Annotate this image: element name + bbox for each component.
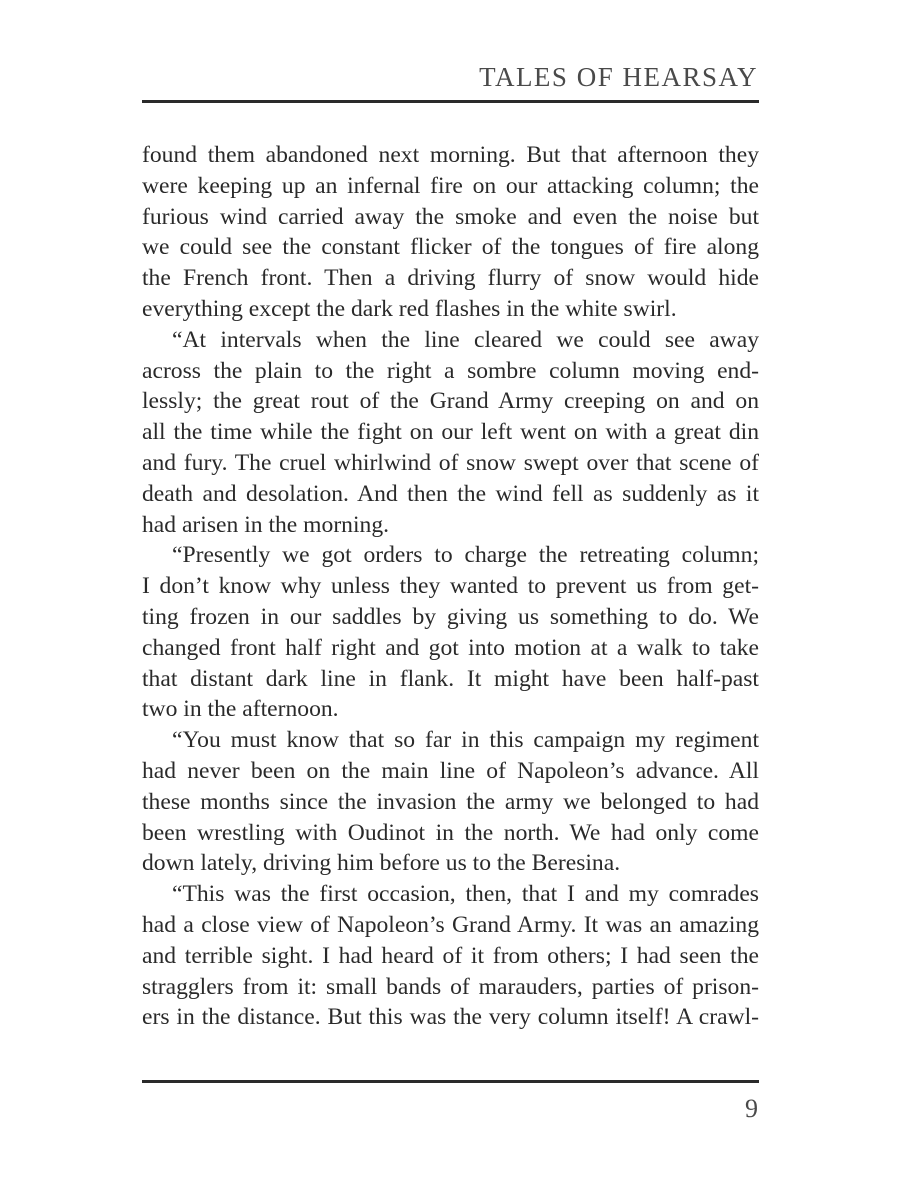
page-number: 9 — [745, 1094, 758, 1123]
header-rule — [142, 100, 759, 103]
text-line: had never been on the main line of Napoleon’s advance. All — [142, 757, 759, 784]
text-line: all the time while the fight on our left went on with a great din — [142, 419, 759, 446]
text-line: been wrestling with Oudinot in the north. We had only come — [142, 819, 759, 846]
text-line: “This was the first occasion, then, that I and my comrades — [172, 881, 759, 908]
text-line: two in the afternoon. — [142, 696, 339, 723]
text-line: “Presently we got orders to charge the retreating column; — [172, 542, 759, 569]
text-line: the French front. Then a driving flurry of snow would hide — [142, 265, 759, 292]
footer-rule — [142, 1080, 759, 1083]
text-line: everything except the dark red flashes in the white swirl. — [142, 295, 677, 322]
text-line: changed front half right and got into motion at a walk to take — [142, 634, 759, 661]
text-line: furious wind carried away the smoke and even the noise but — [142, 203, 759, 230]
running-head: TALES OF HEARSAY — [479, 62, 758, 92]
text-line: “At intervals when the line cleared we could see away — [172, 326, 759, 353]
text-line: down lately, driving him before us to the Beresina. — [142, 850, 621, 877]
text-line: and fury. The cruel whirlwind of snow swept over that scene of — [142, 449, 759, 476]
text-line: “You must know that so far in this campaign my regiment — [172, 727, 759, 754]
body-text — [142, 140, 759, 1033]
text-line: ers in the distance. But this was the very column itself! A crawl- — [142, 1004, 759, 1031]
text-line: had a close view of Napoleon’s Grand Army. It was an amazing — [142, 911, 759, 938]
text-line: I don’t know why unless they wanted to prevent us from get- — [142, 573, 759, 600]
text-line: across the plain to the right a sombre column moving end- — [142, 357, 759, 384]
text-line: these months since the invasion the army we belonged to had — [142, 788, 759, 815]
text-line: ting frozen in our saddles by giving us something to do. We — [142, 603, 759, 630]
text-line: were keeping up an infernal fire on our attacking column; the — [142, 172, 759, 199]
text-line: death and desolation. And then the wind fell as suddenly as it — [142, 480, 759, 507]
text-line: lessly; the great rout of the Grand Army creeping on and on — [142, 388, 759, 415]
text-line: had arisen in the morning. — [142, 511, 390, 538]
text-line: we could see the constant flicker of the tongues of fire along — [142, 234, 759, 261]
text-line: and terrible sight. I had heard of it from others; I had seen the — [142, 942, 759, 969]
text-line: found them abandoned next morning. But that afternoon they — [142, 142, 759, 168]
text-line: stragglers from it: small bands of marauders, parties of prison- — [142, 973, 759, 1000]
text-line: that distant dark line in flank. It might have been half-past — [142, 665, 759, 692]
